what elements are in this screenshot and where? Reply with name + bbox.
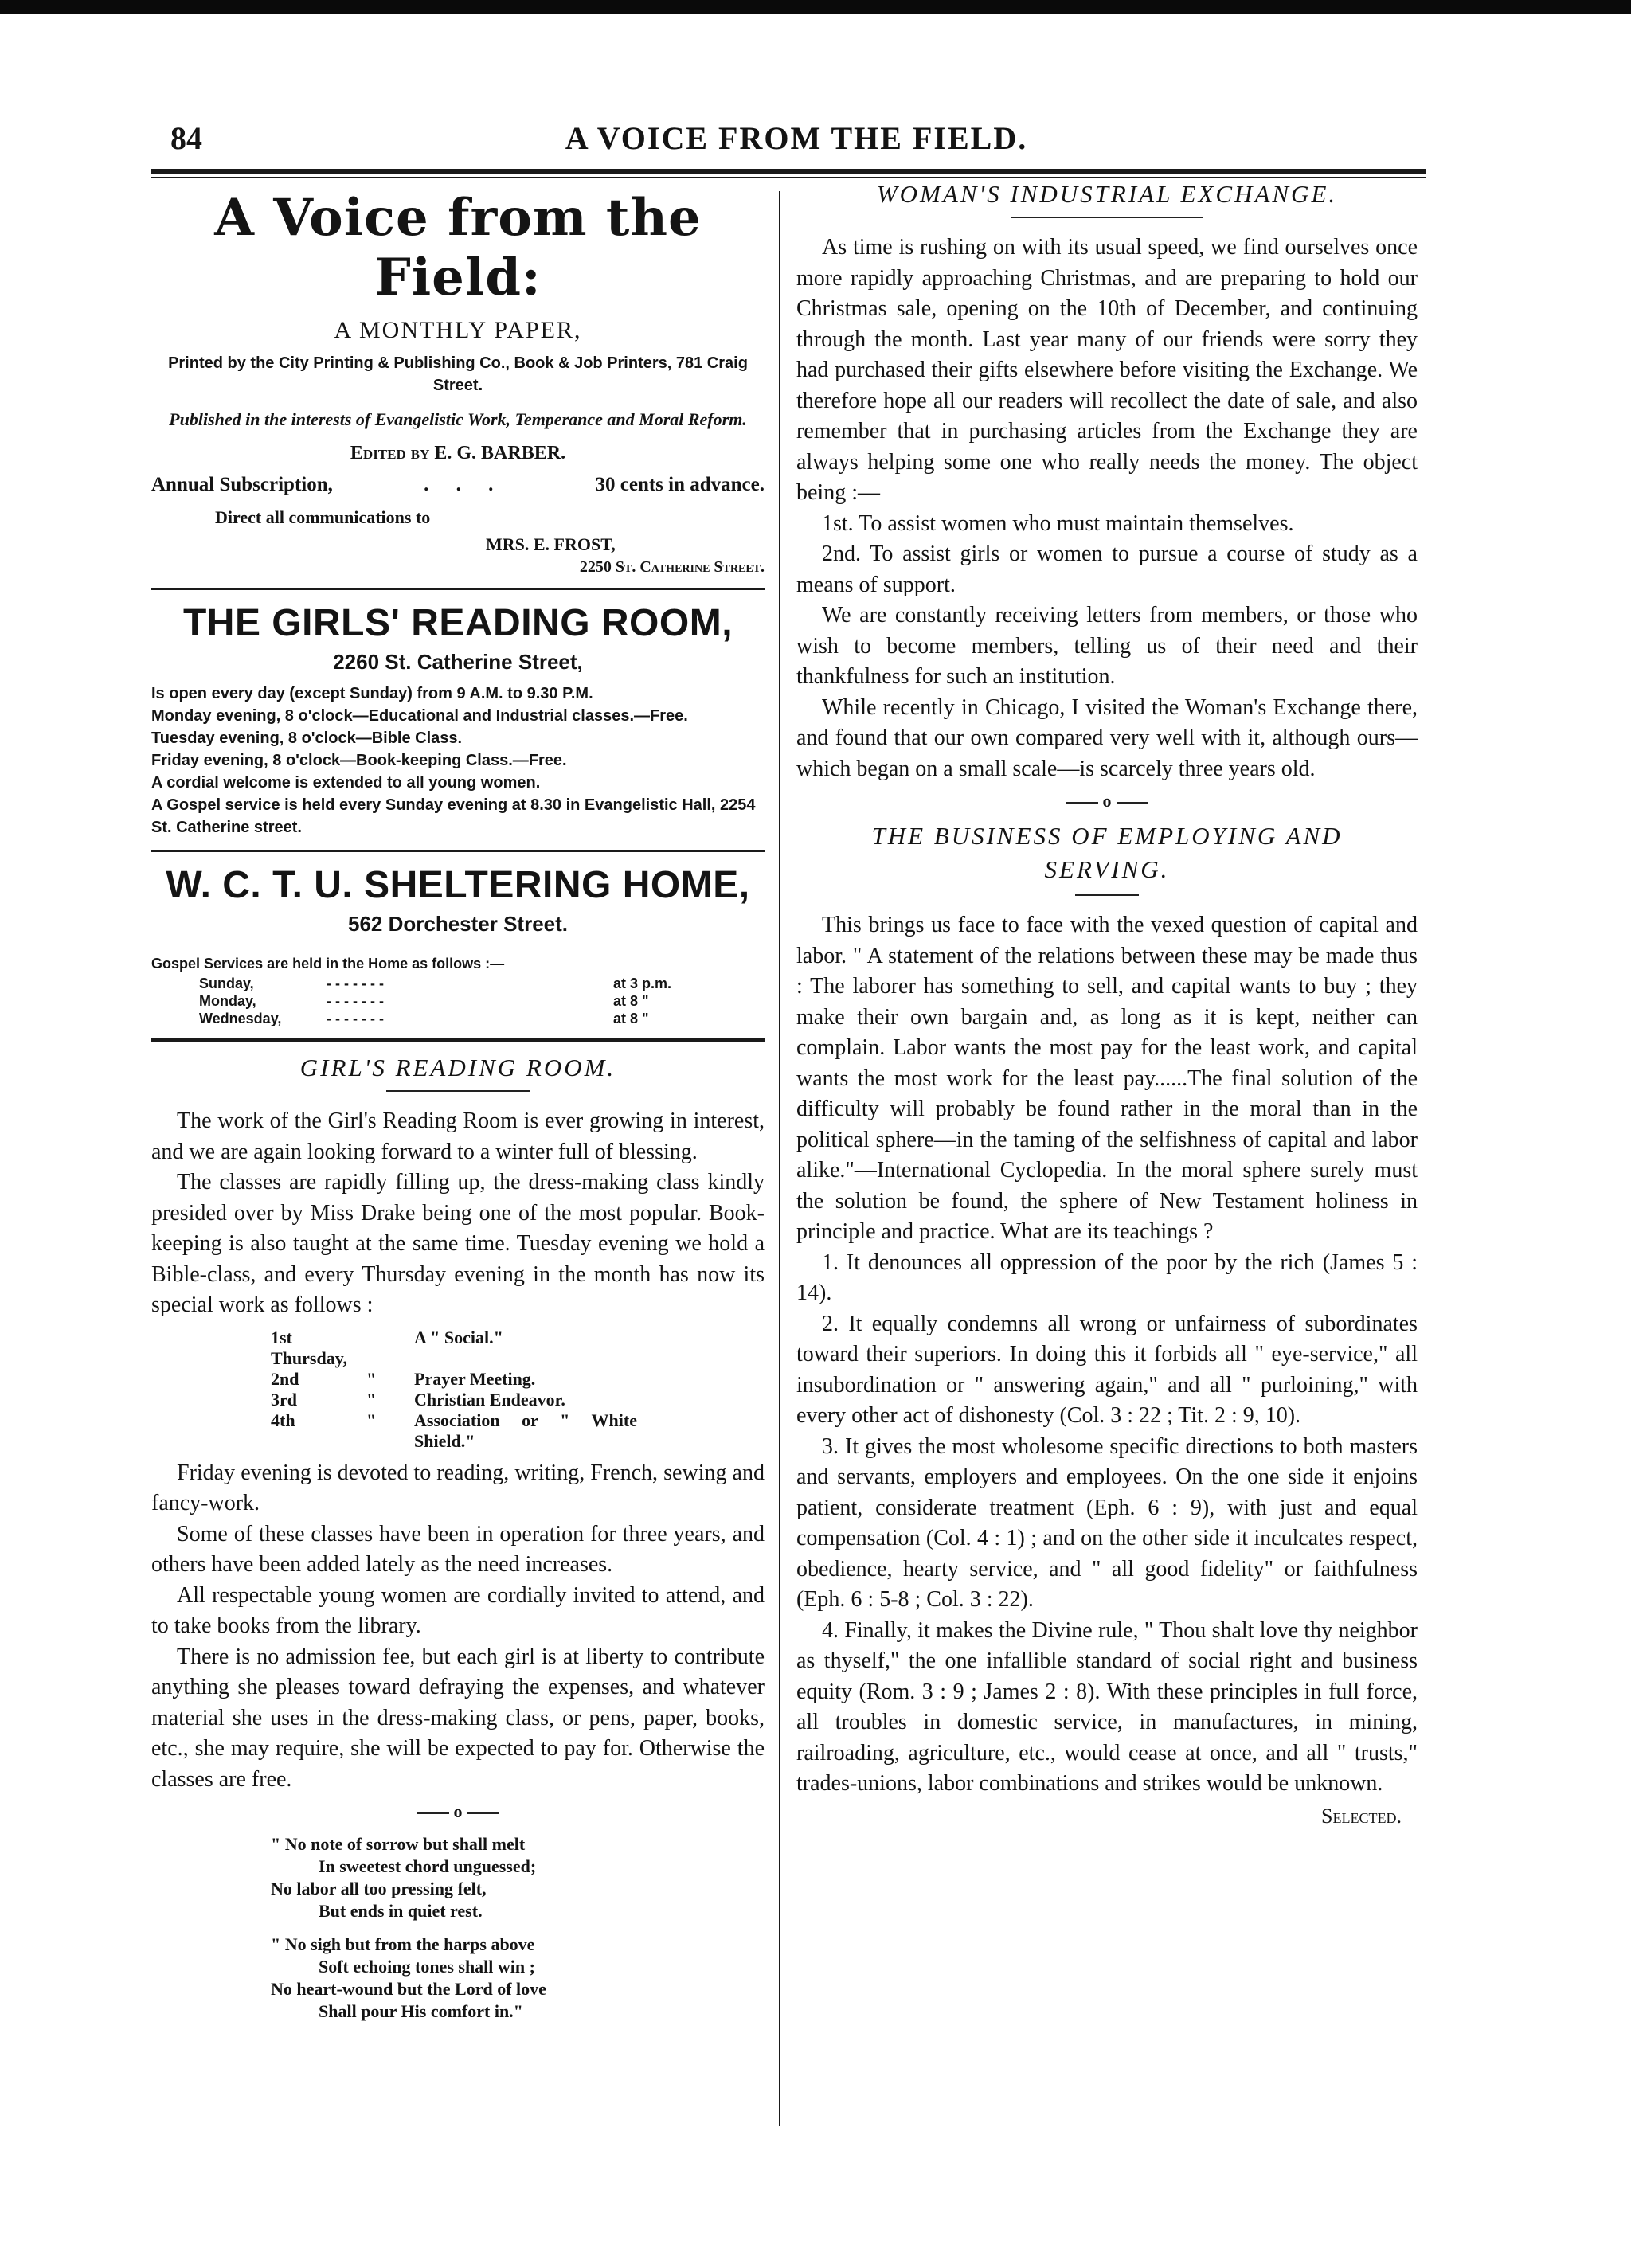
notice-line: A cordial welcome is extended to all young women. (151, 774, 541, 792)
article-paragraph: 1st. To assist women who must maintain themselves. (822, 510, 1294, 536)
service-dots: - - - - - - - (327, 1011, 384, 1026)
poem-line: No heart-wound but the Lord of love (271, 1979, 546, 1999)
ornament-separator: o (151, 1801, 765, 1822)
article-paragraph: As time is rushing on with its usual speed, we find ourselves once more rapidly approaching Christmas, and are preparing to hold our Christmas sale, opening on the 10th of December, and continuing through the month. Last year many of our friends were sorry they had purchased their gifts elsewhere before visiting the Exchange. We therefore hope all our readers will recollect the date of sale, and also remember that in purchasing articles from the Exchange they are always helping some one who really needs the money. The object being :— (796, 235, 1418, 505)
article-paragraph: 2. It equally condemns all wrong or unfairness of subordinates toward their superiors. In doing this it forbids all " eye-service," all insubordination or " answering again," and all " purloining," with every other act of dishonesty (Col. 3 : 22 ; Tit. 2 : 9, 10). (796, 1311, 1418, 1428)
column-divider (779, 191, 780, 2126)
schedule-event: Christian Endeavor. (414, 1389, 565, 1410)
contact-address: 2250 St. Catherine Street. (579, 558, 765, 576)
editor-line: Edited by E. G. BARBER. (350, 443, 566, 463)
schedule-ditto (366, 1328, 414, 1369)
subscription-price: 30 cents in advance. (595, 474, 765, 495)
section-rule (151, 588, 765, 590)
schedule-week: 4th (271, 1410, 295, 1430)
article-paragraph: There is no admission fee, but each girl is at liberty to contribute anything she pleases toward defraying the expenses, and whatever material she uses in the dress-making class, or pens, paper, books, etc., she may require, she will be expected to pay for. Otherwise the classes are free. (151, 1644, 765, 1792)
schedule-week: 2nd (271, 1368, 299, 1389)
poem-line: But ends in quiet rest. (319, 1901, 483, 1921)
notice-line: Tuesday evening, 8 o'clock—Bible Class. (151, 729, 463, 747)
article-paragraph: While recently in Chicago, I visited the Woman's Exchange there, and found that our own compared very well with it, although ours—which began on a small scale—is scarcely three years old. (796, 694, 1418, 781)
article-paragraph: The classes are rapidly filling up, the dress-making class kindly presided over by Miss Drake being one of the most popular. Book-keeping is also taught at the same time. Tuesday evening we hold a Bible-class, and every Thursday evening in the month has now its special work as follows : (151, 1170, 765, 1317)
page-number: 84 (170, 120, 202, 156)
girls-reading-room-article (151, 1106, 765, 1795)
service-day: Sunday, (199, 976, 254, 991)
notice-line: Monday evening, 8 o'clock—Educational and Industrial classes.—Free. (151, 707, 688, 725)
article-paragraph: This brings us face to face with the vexed question of capital and labor. " A statement of the relations between these may be made thus : The laborer has something to sell, and capital wants to buy ; they make their own bargain and, as long as it is kept, neither can complain. Labor wants the most pay for the least work, and capital wants the most work for the least pay......The final solution of the difficulty will probably be found rather in the moral than in the political sphere—in the taming of the selfishness of capital and labor alike."—International Cyclopedia. In the moral sphere surely must the solution be found, the sphere of New Testament holiness in principle and practice. What are its teachings ? (796, 913, 1418, 1244)
notice-line: Is open every day (except Sunday) from 9 A.M. to 9.30 P.M. (151, 685, 593, 702)
published-line: Published in the interests of Evangelistic Work, Temperance and Moral Reform. (169, 409, 747, 429)
poem (271, 1833, 765, 2023)
reading-room-notice-title: THE GIRLS' READING ROOM, (182, 602, 733, 644)
schedule-ditto: " (366, 1410, 377, 1430)
ornament-separator: o (796, 791, 1418, 811)
subscription-row (151, 474, 765, 496)
article-paragraph: We are constantly receiving letters from members, or those who wish to become members, telling us of their need and their thankfulness for such an institution. (796, 603, 1418, 689)
poem-line: " No note of sorrow but shall melt (271, 1834, 526, 1854)
gospel-services-table (199, 975, 765, 1027)
subscription-dots: . . . (424, 474, 505, 495)
service-day: Wednesday, (199, 1011, 282, 1026)
heading-underline (386, 1090, 530, 1092)
masthead-title: A Voice from the Field: (214, 188, 702, 307)
left-column (151, 177, 765, 2023)
schedule-week: 3rd (271, 1389, 297, 1410)
business-article (796, 910, 1418, 1800)
sheltering-home-title: W. C. T. U. SHELTERING HOME, (166, 864, 750, 906)
section-rule (151, 850, 765, 852)
schedule-week: 1st Thursday, (271, 1327, 347, 1368)
schedule-event: Prayer Meeting. (414, 1368, 536, 1389)
service-time: at 8 " (613, 1011, 649, 1026)
heading-underline (1011, 217, 1203, 218)
direct-line: Direct all communications to (215, 507, 431, 527)
article-paragraph: The work of the Girl's Reading Room is ever growing in interest, and we are again looking forward to a winter full of blessing. (151, 1109, 765, 1164)
womans-exchange-heading: WOMAN'S INDUSTRIAL EXCHANGE. (876, 180, 1338, 208)
schedule-event: Association or " White Shield." (414, 1410, 637, 1451)
page-header (151, 119, 1441, 159)
notice-line: Friday evening, 8 o'clock—Book-keeping Class.—Free. (151, 752, 567, 769)
service-dots: - - - - - - - (327, 993, 384, 1009)
poem-line: Soft echoing tones shall win ; (319, 1957, 535, 1977)
gospel-services-intro: Gospel Services are held in the Home as follows :— (151, 956, 505, 972)
poem-line: " No sigh but from the harps above (271, 1934, 535, 1954)
header-rule-thick (151, 169, 1426, 174)
reading-room-notice-address: 2260 St. Catherine Street, (333, 650, 583, 674)
poem-line: Shall pour His comfort in." (319, 2001, 523, 2021)
service-time: at 3 p.m. (613, 976, 672, 991)
business-article-heading: THE BUSINESS OF EMPLOYING AND SERVING. (871, 822, 1343, 883)
article-paragraph: 3. It gives the most wholesome specific directions to both masters and servants, employers and employees. On the one side it enjoins patient, considerate treatment (Eph. 6 : 9), with just and equal compensation (Col. 4 : 1) ; and on the other side it inculcates respect, obedience, hearty service, and " all good fidelity" or faithfulness (Eph. 6 : 5-8 ; Col. 3 : 22). (796, 1433, 1418, 1612)
right-column (796, 177, 1418, 1828)
reading-room-notice-lines (151, 682, 765, 839)
heading-underline (1075, 894, 1139, 896)
article-paragraph: 1. It denounces all oppression of the poor by the rich (James 5 : 14). (796, 1249, 1418, 1305)
running-title: A VOICE FROM THE FIELD. (565, 120, 1028, 156)
girls-reading-room-heading: GIRL'S READING ROOM. (299, 1054, 616, 1081)
womans-exchange-article (796, 233, 1418, 784)
article-paragraph: All respectable young women are cordially invited to attend, and to take books from the library. (151, 1582, 765, 1638)
article-paragraph: 2nd. To assist girls or women to pursue a course of study as a means of support. (796, 542, 1418, 597)
thursday-schedule (271, 1328, 765, 1452)
sheltering-home-address: 562 Dorchester Street. (347, 912, 569, 936)
article-paragraph: Some of these classes have been in operation for three years, and others have been added lately as the need increases. (151, 1521, 765, 1577)
article-signature: Selected. (1321, 1804, 1402, 1828)
poem-line: No labor all too pressing felt, (271, 1879, 487, 1898)
section-rule-thick (151, 1038, 765, 1042)
service-time: at 8 " (613, 993, 649, 1009)
service-day: Monday, (199, 993, 256, 1009)
poem-line: In sweetest chord unguessed; (319, 1856, 537, 1876)
schedule-ditto: " (366, 1368, 377, 1389)
schedule-ditto: " (366, 1389, 377, 1410)
schedule-event: A " Social." (414, 1327, 503, 1347)
contact-name: MRS. E. FROST, (486, 534, 616, 554)
subscription-label: Annual Subscription, (151, 474, 333, 495)
notice-line: A Gospel service is held every Sunday evening at 8.30 in Evangelistic Hall, 2254 St. Catherine street. (151, 796, 756, 836)
masthead-subtitle: A MONTHLY PAPER, (334, 317, 582, 343)
printer-line: Printed by the City Printing & Publishing Co., Book & Job Printers, 781 Craig Street. (168, 354, 748, 394)
service-dots: - - - - - - - (327, 976, 384, 991)
article-paragraph: 4. Finally, it makes the Divine rule, " Thou shalt love thy neighbor as thyself," the one infallible standard of social right and business equity (Rom. 3 : 9 ; James 2 : 8). With these principles in full force, all troubles in domestic service, in manufactures, in mining, railroading, agriculture, etc., would cease at once, and all " trusts," trades-unions, labor combinations and strikes would be unknown. (796, 1617, 1418, 1796)
scan-top-border (0, 0, 1631, 14)
article-paragraph: Friday evening is devoted to reading, writing, French, sewing and fancy-work. (151, 1460, 765, 1515)
